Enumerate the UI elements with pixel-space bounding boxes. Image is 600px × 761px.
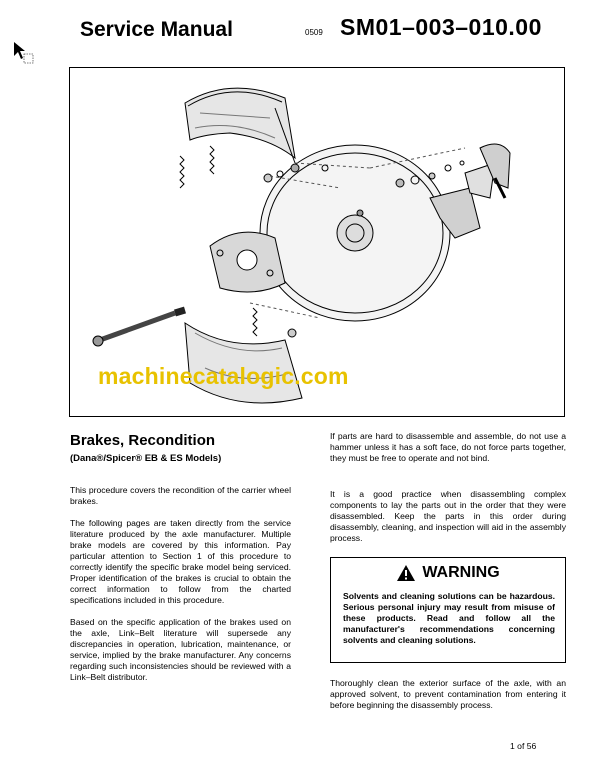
date-code: 0509 [305,28,323,37]
right-paragraph-1: If parts are hard to disassemble and assemble, do not use a hammer unless it has a soft face, do not force parts together, they must be free to operate and not bind. [330,431,566,463]
right-paragraph-3: Thoroughly clean the exterior surface of the axle, with an approved solvent, to prevent contamination from entering it before beginning the disassembly process. [330,678,566,710]
watermark-text: machinecatalogic.com [98,363,349,389]
manual-title: Service Manual [80,18,233,41]
left-paragraph-1: This procedure covers the recondition of the carrier wheel brakes. [70,485,291,506]
warning-text: Solvents and cleaning solutions can be hazardous. Serious personal injury may result from misuse of these products. Read and follow all the manufacturer's recommendations concerning solvents and cleaning solutions. [343,591,555,645]
document-number: SM01–003–010.00 [340,14,542,40]
section-heading: Brakes, Recondition [70,432,216,449]
mouse-cursor-icon [12,40,38,70]
warning-title: WARNING [422,564,500,581]
left-paragraph-2: The following pages are taken directly from the service literature produced by the axle manufacturer. Multiple brake models are covered by this information. Pay particular attention to Section 1 of this procedure to correctly identify the specific brake model being serviced. Proper identification of the brakes is crucial to obtain the correct information to follow from the charted specifications included in this procedure. [70,518,291,605]
left-paragraph-3: Based on the specific application of the brakes used on the axle, Link–Belt literature will supersede any discrepancies in operation, lubrication, maintenance, or service, implied by the brake manufacturer. Any concerns regarding such inconsistencies should be reviewed with a Link–Belt distributor. [70,617,291,682]
warning-triangle-icon [396,564,416,582]
right-paragraph-2: It is a good practice when disassembling complex components to lay the parts out in the order that they were disassembled. Keep the parts in this order during disassembly, cleaning, and inspection will aid in the assembly process. [330,489,566,543]
section-subheading: (Dana®/Spicer® EB & ES Models) [70,453,222,464]
warning-box [330,557,566,663]
page-number: 1 of 56 [510,741,537,751]
warning-header [331,564,565,582]
